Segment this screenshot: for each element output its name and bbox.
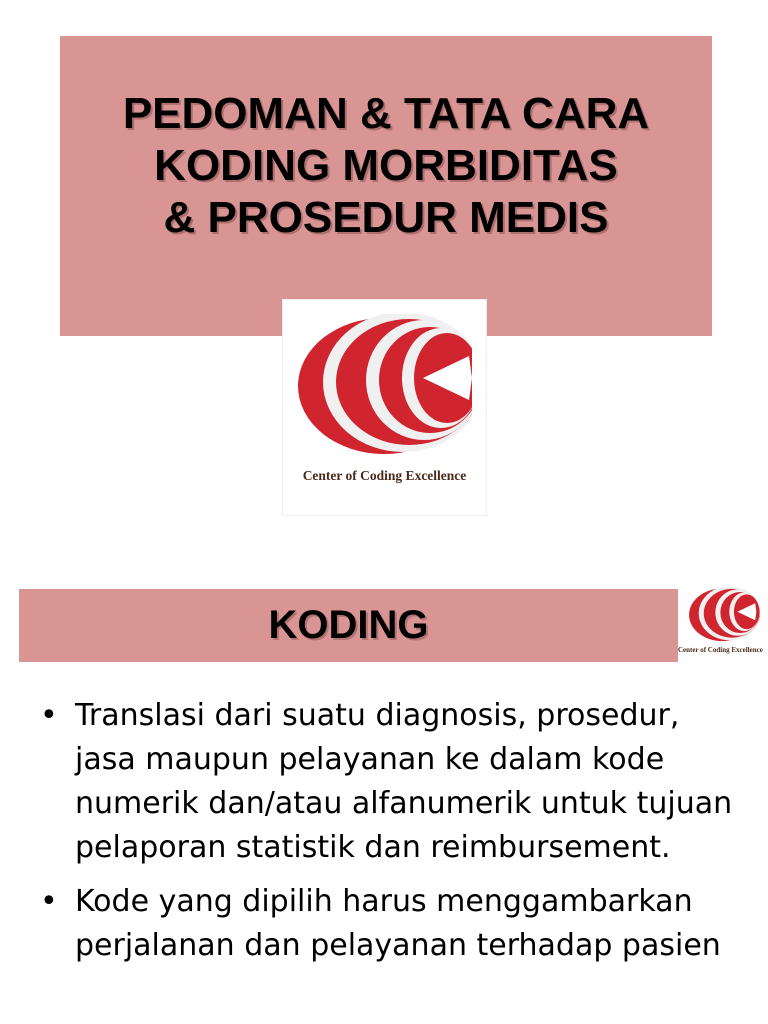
coding-excellence-logo-icon	[297, 314, 472, 464]
list-item	[40, 880, 740, 968]
logo-caption: Center of Coding Excellence	[302, 468, 467, 483]
logo	[282, 299, 487, 516]
bullet-text: Translasi dari suatu diagnosis, prosedur, jasa maupun pelayanan ke dalam kode numerik dan/atau alfanumerik untuk tujuan pelaporan statistik dan reimbursement.	[75, 698, 733, 865]
bullet-icon: •	[40, 884, 58, 919]
bullet-icon: •	[40, 698, 58, 733]
section-heading: KODING	[268, 603, 429, 647]
bullet-text: Kode yang dipilih harus menggambarkan perjalanan dan pelayanan terhadap pasien	[75, 884, 721, 963]
slide-title: PEDOMAN & TATA CARA KODING MORBIDITAS & PROSEDUR MEDIS	[122, 89, 650, 242]
small-logo-caption: Center of Coding Excellence	[678, 646, 763, 654]
list-item	[40, 694, 740, 870]
small-logo	[678, 585, 768, 660]
title-banner	[60, 36, 712, 336]
bullet-list	[40, 694, 740, 978]
coding-excellence-small-logo-icon	[685, 587, 760, 645]
section-banner	[19, 589, 678, 662]
